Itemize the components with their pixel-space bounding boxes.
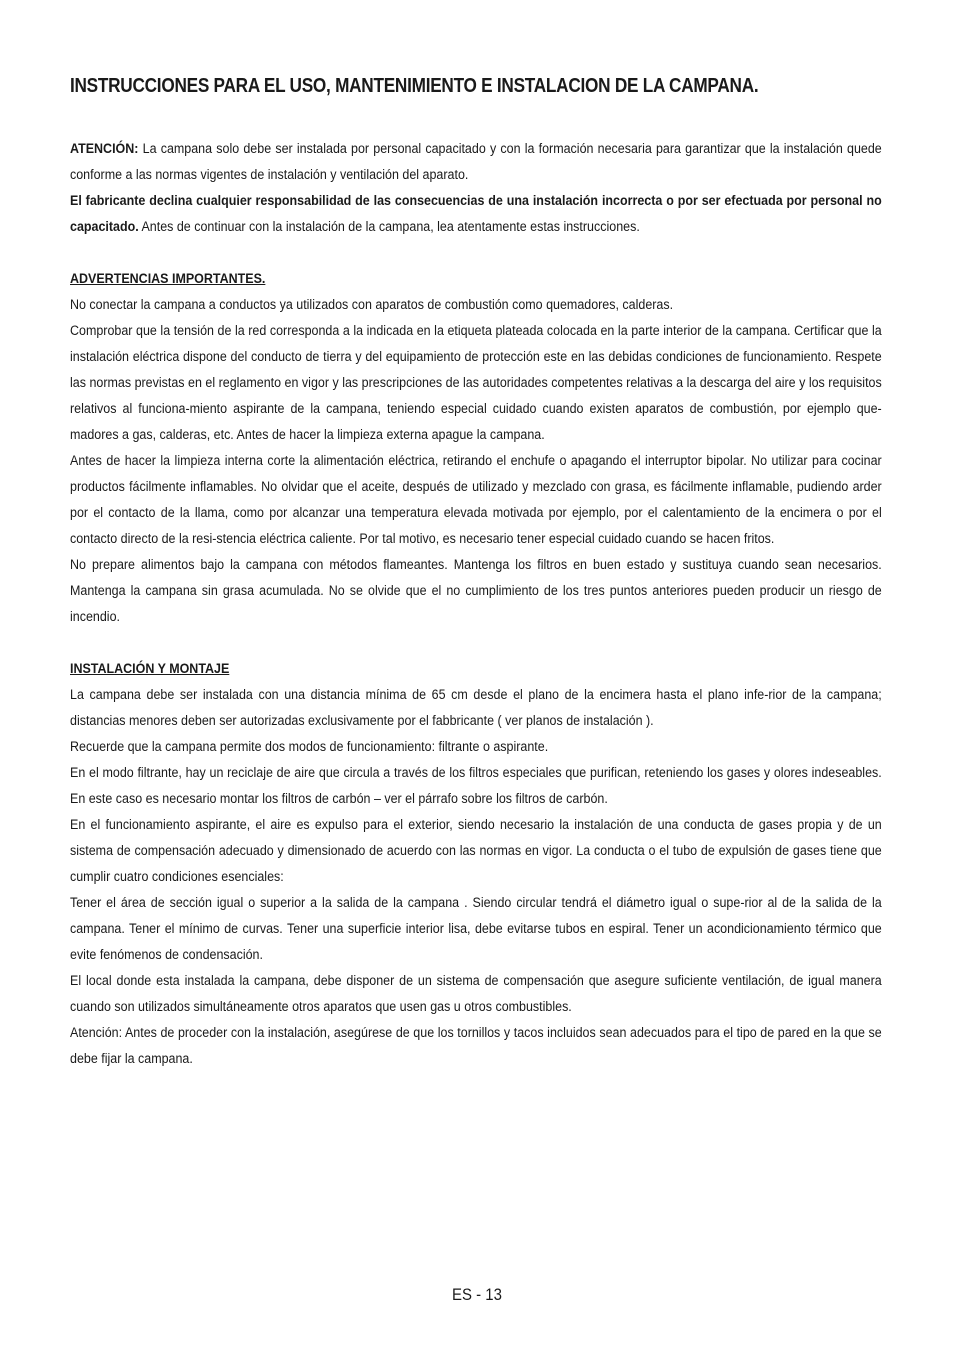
warning-paragraph: No prepare alimentos bajo la campana con métodos flameantes. Mantenga los filtros en buen estado y sustituya cuando sean necesarios. Mantenga la campana sin grasa acumulada. No se olvide que el no cumplimiento de los tres puntos anteriores pueden producir un riesgo de incendio. <box>70 557 882 625</box>
manufacturer-disclaimer: El fabricante declina cualquier responsabilidad de las consecuencias de una instalación incorrecta o por ser efectuada por personal no capacitado. <box>70 193 882 235</box>
installation-paragraph: Tener el área de sección igual o superior a la salida de la campana . Siendo circular tendrá el diámetro igual o supe-rior al de la salida de la campana. Tener el mínimo de curvas. Tener una superficie interior lisa, debe evitarse tubos en espiral. Tener un acondicionamiento térmico que evite fenómenos de condensación. <box>70 895 882 963</box>
installation-paragraph: Atención: Antes de proceder con la instalación, asegúrese de que los tornillos y tacos incluidos sean adecuados para el tipo de pared en la que se debe fijar la campana. <box>70 1025 882 1067</box>
section-heading-warnings: ADVERTENCIAS IMPORTANTES. <box>70 271 266 287</box>
attention-label: ATENCIÓN: <box>70 141 139 157</box>
manufacturer-text: Antes de continuar con la instalación de la campana, lea atentamente estas instrucciones. <box>138 219 640 235</box>
warning-paragraph: Antes de hacer la limpieza interna corte la alimentación eléctrica, retirando el enchufe o apagando el interruptor bipolar. No utilizar para cocinar productos fácilmente inflamables. No olvidar que el aceite, después de utilizado y mezclado con grasa, es fácilmente inflamable, pudiendo arder por el contacto de la llama, como por alcanzar una temperatura elevada motivada por ejemplo, por el calentamiento de la encimera o por el contacto directo de la resi-stencia eléctrica caliente. Por tal motivo, es necesario tener especial cuidado cuando se hacen fritos. <box>70 453 882 547</box>
installation-paragraph: En el modo filtrante, hay un reciclaje de aire que circula a través de los filtros especiales que purifican, reteniendo los gases y olores indeseables. En este caso es necesario montar los filtros de carbón – ver el párrafo sobre los filtros de carbón. <box>70 765 882 807</box>
document-body <box>70 136 882 1072</box>
warning-paragraph: No conectar la campana a conductos ya utilizados con aparatos de combustión como quemadores, calderas. <box>70 297 674 313</box>
manufacturer-paragraph <box>70 188 882 240</box>
attention-paragraph <box>70 136 882 188</box>
attention-text: La campana solo debe ser instalada por personal capacitado y con la formación necesaria para garantizar que la instalación quede conforme a las normas vigentes de instalación y ventilación del aparato. <box>70 141 882 183</box>
page-title: INSTRUCCIONES PARA EL USO, MANTENIMIENTO E INSTALACION DE LA CAMPANA. <box>70 75 759 97</box>
installation-paragraph: El local donde esta instalada la campana, debe disponer de un sistema de compensación que asegure suficiente ventilación, de igual manera cuando son utilizados simultáneamente otros aparatos que usen gas u otros combustibles. <box>70 973 882 1015</box>
page-number: ES - 13 <box>452 1285 502 1304</box>
installation-paragraph: Recuerde que la campana permite dos modos de funcionamiento: filtrante o aspirante. <box>70 739 549 755</box>
warning-paragraph: Comprobar que la tensión de la red corresponda a la indicada en la etiqueta plateada colocada en la parte interior de la campana. Certificar que la instalación eléctrica dispone del conducto de tierra y del equipamiento de protección este en las debidas condiciones de funcionamiento. Respete las normas previstas en el reglamento en vigor y las prescripciones de las autoridades competentes relativas a la descarga del aire y los requisitos relativos al funciona-miento aspirante de la campana, teniendo especial cuidado cuando existen aparatos de combustión, por ejemplo que-madores a gas, calderas, etc. Antes de hacer la limpieza externa apague la campana. <box>70 323 882 443</box>
installation-paragraph: En el funcionamiento aspirante, el aire es expulso para el exterior, siendo necesario la instalación de una conducta de gases propia y de un sistema de compensación adecuado y dimensionado de acuerdo con las normas en vigor. La conducta o el tubo de expulsión de gases tiene que cumplir cuatro condiciones esenciales: <box>70 817 882 885</box>
installation-paragraph: La campana debe ser instalada con una distancia mínima de 65 cm desde el plano de la encimera hasta el plano infe-rior de la campana; distancias menores deben ser autorizadas exclusivamente por el fabbricante ( ver planos de instalación ). <box>70 687 882 729</box>
document-page <box>70 72 882 1072</box>
section-heading-installation: INSTALACIÓN Y MONTAJE <box>70 661 230 677</box>
